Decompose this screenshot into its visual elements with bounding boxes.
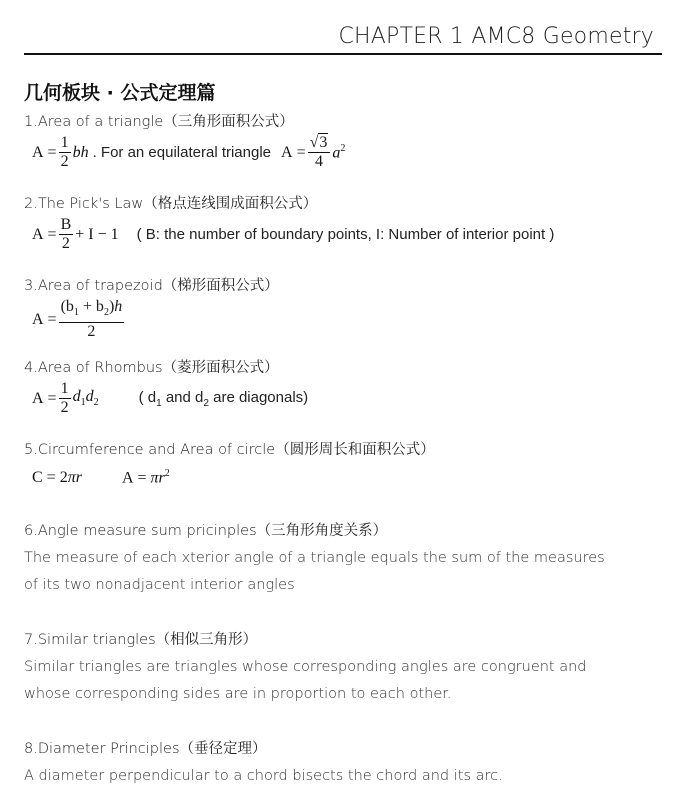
formula-text: . For an equilateral triangle [92,144,272,161]
item-trapezoid-area [24,276,664,341]
item-body: The measure of each xterior angle of a triangle equals the sum of the measures of its two nonadjacent interior angles [24,550,605,593]
section-title: 几何板块 · 公式定理篇 [24,82,216,104]
item-rhombus-area [24,358,664,417]
item-similar-triangles [24,630,664,708]
item-angle-sum [24,521,664,599]
item-diameter [24,739,664,790]
item-title: 5.Circumference and Area of circle（圆形周长和面积公式） [24,442,435,458]
formula-circle: C = 2πr $A = \pi r^2$ [32,468,170,487]
item-circle [24,440,664,487]
item-title: 4.Area of Rhombus（菱形面积公式） [24,360,279,376]
item-title: 6.Angle measure sum pricinples（三角形角度关系） [24,523,388,539]
formula-trapezoid-area: A = $\frac{(b_1 + b_2)h}{2}$ [32,298,123,341]
formula-picks-law: A = $\frac{B}{2}$ + I − 1 ( B: the number of boundary points, I: Number of interior point ) [32,216,555,252]
item-title: 1.Area of a triangle（三角形面积公式） [24,114,294,130]
item-title: 2.The Pick's Law（格点连线围成面积公式） [24,196,318,212]
item-title: 3.Area of trapezoid（梯形面积公式） [24,278,279,294]
item-triangle-area [24,112,664,171]
formula-note: ( B: the number of boundary points, I: Number of interior point ) [136,226,555,243]
chapter-title: CHAPTER 1 AMC8 Geometry [338,24,654,49]
header-rule [24,53,662,55]
formula-note: ( $d_1$ and $d_2$ are diagonals) [138,388,309,409]
item-body: A diameter perpendicular to a chord bisects the chord and its arc. [24,768,503,784]
item-picks-law [24,194,664,253]
item-title: 7.Similar triangles（相似三角形） [24,632,258,648]
item-title: 8.Diameter Principles（垂径定理） [24,741,267,757]
item-body: Similar triangles are triangles whose corresponding angles are congruent and whose corresponding sides are in proportion to each other. [24,659,587,702]
formula-rhombus-area: A = $\frac{1}{2}$ $d_1d_2$ ( $d_1$ and $d_2$ are diagonals) [32,380,309,416]
formula-triangle-area: A = $\frac{1}{2}$ bh . For an equilateral triangle A = $\frac{√3}{4}$ $a^2$ [32,134,346,170]
